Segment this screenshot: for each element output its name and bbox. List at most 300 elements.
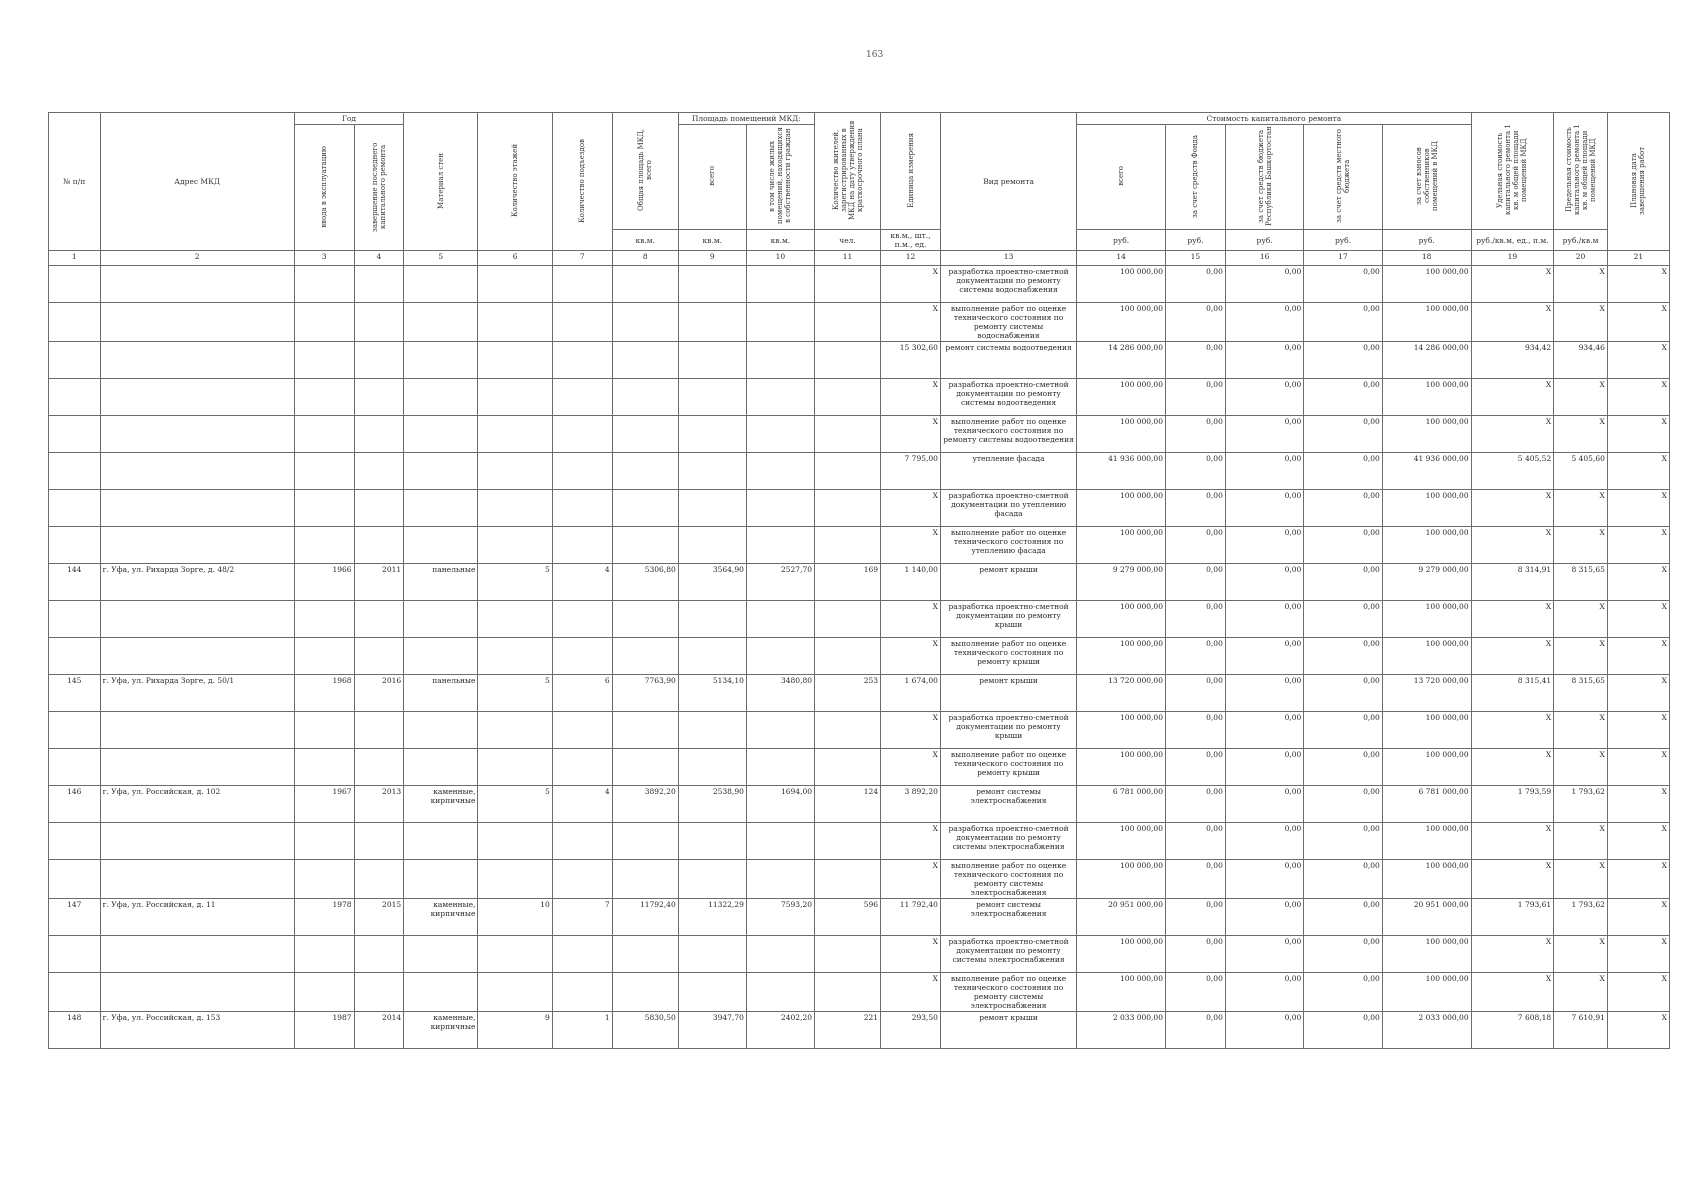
cell-total: 100 000,00 [1077, 601, 1166, 638]
cell-wall: каменные, кирпичные [404, 1012, 478, 1049]
cell-address [100, 342, 294, 379]
cell-limit: 7 610,91 [1554, 1012, 1608, 1049]
cell-num: 148 [49, 1012, 101, 1049]
cell-y1 [294, 453, 354, 490]
cell-area-res [746, 638, 814, 675]
unit-area-all: кв.м. [678, 230, 746, 251]
cell-num [49, 453, 101, 490]
cell-floors [478, 601, 552, 638]
table-row [49, 453, 1670, 490]
cell-unit: Х [881, 749, 941, 786]
cell-floors [478, 303, 552, 342]
cell-area-res [746, 453, 814, 490]
cell-num [49, 638, 101, 675]
cell-fund: 0,00 [1165, 1012, 1225, 1049]
cell-unit: Х [881, 860, 941, 899]
column-number: 3 [294, 251, 354, 266]
cell-area-all [678, 379, 746, 416]
cell-local: 0,00 [1304, 266, 1382, 303]
repair-plan-table [48, 112, 1670, 1049]
cell-local: 0,00 [1304, 416, 1382, 453]
cell-floors [478, 823, 552, 860]
cell-unit: 293,50 [881, 1012, 941, 1049]
cell-work: выполнение работ по оценке технического состояния по ремонту системы электроснабжения [940, 860, 1076, 899]
cell-area-total [612, 860, 678, 899]
cell-work: выполнение работ по оценке технического состояния по ремонту системы водоснабжения [940, 303, 1076, 342]
unit-specific: руб./кв.м, ед., п.м. [1471, 230, 1554, 251]
column-number: 11 [815, 251, 881, 266]
cell-local: 0,00 [1304, 712, 1382, 749]
table-row [49, 899, 1670, 936]
cell-num: 144 [49, 564, 101, 601]
cell-local: 0,00 [1304, 453, 1382, 490]
cell-owners: 9 279 000,00 [1382, 564, 1471, 601]
cell-unit: Х [881, 712, 941, 749]
cell-y1: 1966 [294, 564, 354, 601]
cell-limit: Х [1554, 527, 1608, 564]
cell-floors [478, 749, 552, 786]
cell-y1: 1978 [294, 899, 354, 936]
cell-entr [552, 638, 612, 675]
unit-residents: чел. [815, 230, 881, 251]
cell-limit: Х [1554, 973, 1608, 1012]
cell-wall [404, 601, 478, 638]
cell-address [100, 823, 294, 860]
cell-area-all [678, 490, 746, 527]
cell-area-total [612, 638, 678, 675]
cell-unit: Х [881, 303, 941, 342]
cell-date: Х [1607, 786, 1669, 823]
cell-address [100, 601, 294, 638]
cell-area-all [678, 860, 746, 899]
cell-work: ремонт системы водоотведения [940, 342, 1076, 379]
table-header [49, 113, 1670, 266]
table-row [49, 527, 1670, 564]
cell-work: ремонт системы электроснабжения [940, 899, 1076, 936]
cell-floors [478, 973, 552, 1012]
cell-rep: 0,00 [1225, 712, 1303, 749]
cell-residents [815, 823, 881, 860]
cell-local: 0,00 [1304, 490, 1382, 527]
cell-date: Х [1607, 1012, 1669, 1049]
cell-y2: 2014 [354, 1012, 404, 1049]
cell-spec: Х [1471, 490, 1554, 527]
cell-address [100, 638, 294, 675]
header-entrances: Количество подъездов [552, 113, 612, 251]
cell-y2: 2015 [354, 899, 404, 936]
cell-entr [552, 860, 612, 899]
cell-total: 14 286 000,00 [1077, 342, 1166, 379]
cell-local: 0,00 [1304, 601, 1382, 638]
cell-spec: Х [1471, 266, 1554, 303]
cell-residents [815, 490, 881, 527]
cell-area-res [746, 416, 814, 453]
table-row [49, 712, 1670, 749]
table-row [49, 266, 1670, 303]
cell-area-all: 3947,70 [678, 1012, 746, 1049]
cell-y2 [354, 601, 404, 638]
cell-entr [552, 749, 612, 786]
cell-limit: Х [1554, 266, 1608, 303]
cell-num [49, 973, 101, 1012]
cell-area-res: 3480,80 [746, 675, 814, 712]
cell-local: 0,00 [1304, 1012, 1382, 1049]
cell-area-res [746, 749, 814, 786]
cell-area-all [678, 638, 746, 675]
cell-local: 0,00 [1304, 675, 1382, 712]
cell-rep: 0,00 [1225, 379, 1303, 416]
cell-owners: 41 936 000,00 [1382, 453, 1471, 490]
cell-limit: 8 315,65 [1554, 564, 1608, 601]
cell-total: 100 000,00 [1077, 973, 1166, 1012]
cell-limit: Х [1554, 936, 1608, 973]
cell-fund: 0,00 [1165, 638, 1225, 675]
cell-wall [404, 303, 478, 342]
cell-local: 0,00 [1304, 342, 1382, 379]
cell-area-res: 7593,20 [746, 899, 814, 936]
cell-wall [404, 342, 478, 379]
cell-fund: 0,00 [1165, 266, 1225, 303]
cell-address [100, 936, 294, 973]
cell-y1 [294, 527, 354, 564]
cell-area-res [746, 823, 814, 860]
cell-owners: 100 000,00 [1382, 936, 1471, 973]
cell-wall [404, 453, 478, 490]
cell-address: г. Уфа, ул. Рихарда Зорге, д. 48/2 [100, 564, 294, 601]
cell-wall [404, 973, 478, 1012]
cell-wall [404, 712, 478, 749]
cell-limit: Х [1554, 823, 1608, 860]
cell-area-all [678, 749, 746, 786]
cell-rep: 0,00 [1225, 527, 1303, 564]
cell-owners: 100 000,00 [1382, 266, 1471, 303]
cell-y2: 2016 [354, 675, 404, 712]
cell-work: разработка проектно-сметной документации по ремонту системы водоснабжения [940, 266, 1076, 303]
cell-entr: 4 [552, 564, 612, 601]
cell-local: 0,00 [1304, 749, 1382, 786]
cell-y2 [354, 860, 404, 899]
table-row [49, 638, 1670, 675]
cell-work: разработка проектно-сметной документации по ремонту системы электроснабжения [940, 823, 1076, 860]
header-planned-date: Плановая дата завершения работ [1607, 113, 1669, 251]
cell-num: 146 [49, 786, 101, 823]
cell-num [49, 527, 101, 564]
cell-floors [478, 342, 552, 379]
table-row [49, 749, 1670, 786]
cell-spec: Х [1471, 936, 1554, 973]
repair-plan-table-container [48, 112, 1670, 1049]
cell-wall [404, 527, 478, 564]
cell-floors [478, 490, 552, 527]
cell-date: Х [1607, 601, 1669, 638]
column-number: 7 [552, 251, 612, 266]
header-floors: Количество этажей [478, 113, 552, 251]
header-residents: Количество жителей, зарегистрированных в МКД на дату утверждения краткосрочного плана [815, 113, 881, 230]
table-row [49, 416, 1670, 453]
cell-residents [815, 973, 881, 1012]
cell-y1 [294, 416, 354, 453]
cell-area-total [612, 712, 678, 749]
cell-owners: 100 000,00 [1382, 303, 1471, 342]
cell-y2 [354, 823, 404, 860]
column-number: 13 [940, 251, 1076, 266]
cell-entr: 7 [552, 899, 612, 936]
cell-spec: 1 793,59 [1471, 786, 1554, 823]
cell-owners: 100 000,00 [1382, 527, 1471, 564]
cell-unit: Х [881, 823, 941, 860]
cell-limit: Х [1554, 601, 1608, 638]
column-number: 5 [404, 251, 478, 266]
table-row [49, 1012, 1670, 1049]
cell-local: 0,00 [1304, 860, 1382, 899]
cell-limit: 1 793,62 [1554, 899, 1608, 936]
cell-unit: Х [881, 379, 941, 416]
table-row [49, 786, 1670, 823]
cell-date: Х [1607, 379, 1669, 416]
cell-address [100, 973, 294, 1012]
cell-y1 [294, 860, 354, 899]
cell-total: 100 000,00 [1077, 416, 1166, 453]
cell-entr: 4 [552, 786, 612, 823]
header-unit: Единица измерения [881, 113, 941, 230]
cell-wall: каменные, кирпичные [404, 786, 478, 823]
cell-date: Х [1607, 712, 1669, 749]
header-area-total: всего [678, 125, 746, 230]
cell-spec: 1 793,61 [1471, 899, 1554, 936]
cell-owners: 100 000,00 [1382, 860, 1471, 899]
table-row [49, 936, 1670, 973]
cell-local: 0,00 [1304, 303, 1382, 342]
unit-area-res: кв.м. [746, 230, 814, 251]
cell-owners: 6 781 000,00 [1382, 786, 1471, 823]
cell-area-all [678, 266, 746, 303]
header-area-group: Площадь помещений МКД: [678, 113, 814, 125]
cell-unit: Х [881, 490, 941, 527]
cell-residents: 221 [815, 1012, 881, 1049]
cell-entr: 1 [552, 1012, 612, 1049]
header-work-type: Вид ремонта [940, 113, 1076, 251]
cell-wall [404, 379, 478, 416]
cell-date: Х [1607, 860, 1669, 899]
cell-y2 [354, 712, 404, 749]
cell-num: 145 [49, 675, 101, 712]
cell-spec: 5 405,52 [1471, 453, 1554, 490]
cell-unit: Х [881, 936, 941, 973]
column-number: 16 [1225, 251, 1303, 266]
cell-spec: Х [1471, 416, 1554, 453]
cell-owners: 100 000,00 [1382, 973, 1471, 1012]
cell-rep: 0,00 [1225, 675, 1303, 712]
cell-unit: 15 302,60 [881, 342, 941, 379]
cell-unit: 1 674,00 [881, 675, 941, 712]
header-cost-total: всего [1077, 125, 1166, 230]
cell-date: Х [1607, 899, 1669, 936]
cell-y2 [354, 303, 404, 342]
cell-floors [478, 712, 552, 749]
cell-total: 2 033 000,00 [1077, 1012, 1166, 1049]
cell-rep: 0,00 [1225, 303, 1303, 342]
cell-entr [552, 712, 612, 749]
cell-residents [815, 266, 881, 303]
column-number: 4 [354, 251, 404, 266]
cell-fund: 0,00 [1165, 416, 1225, 453]
cell-unit: Х [881, 973, 941, 1012]
cell-fund: 0,00 [1165, 342, 1225, 379]
cell-work: разработка проектно-сметной документации по ремонту крыши [940, 601, 1076, 638]
cell-limit: Х [1554, 490, 1608, 527]
cell-total: 100 000,00 [1077, 823, 1166, 860]
cell-y2 [354, 527, 404, 564]
cell-limit: Х [1554, 303, 1608, 342]
cell-work: разработка проектно-сметной документации по утеплению фасада [940, 490, 1076, 527]
cell-rep: 0,00 [1225, 786, 1303, 823]
cell-unit: Х [881, 266, 941, 303]
cell-num: 147 [49, 899, 101, 936]
header-cost-owners: за счет взносов собственников помещений в МКД [1382, 125, 1471, 230]
column-number: 14 [1077, 251, 1166, 266]
cell-work: выполнение работ по оценке технического состояния по ремонту крыши [940, 749, 1076, 786]
cell-floors [478, 453, 552, 490]
cell-date: Х [1607, 266, 1669, 303]
cell-y2 [354, 266, 404, 303]
cell-work: выполнение работ по оценке технического состояния по ремонту крыши [940, 638, 1076, 675]
cell-area-res: 2402,20 [746, 1012, 814, 1049]
cell-rep: 0,00 [1225, 601, 1303, 638]
cell-limit: Х [1554, 638, 1608, 675]
cell-wall [404, 860, 478, 899]
column-number: 1 [49, 251, 101, 266]
cell-area-total: 5830,50 [612, 1012, 678, 1049]
header-year-last-repair: завершение последнего капитального ремонта [354, 125, 404, 251]
cell-local: 0,00 [1304, 527, 1382, 564]
cell-limit: Х [1554, 712, 1608, 749]
cell-date: Х [1607, 303, 1669, 342]
cell-y1 [294, 749, 354, 786]
cell-y1 [294, 823, 354, 860]
cell-rep: 0,00 [1225, 860, 1303, 899]
cell-limit: 1 793,62 [1554, 786, 1608, 823]
cell-num [49, 266, 101, 303]
cell-date: Х [1607, 675, 1669, 712]
cell-address: г. Уфа, ул. Российская, д. 102 [100, 786, 294, 823]
cell-rep: 0,00 [1225, 973, 1303, 1012]
cell-spec: 7 608,18 [1471, 1012, 1554, 1049]
cell-floors: 5 [478, 786, 552, 823]
cell-area-total: 7763,90 [612, 675, 678, 712]
cell-floors: 5 [478, 675, 552, 712]
cell-spec: Х [1471, 601, 1554, 638]
cell-local: 0,00 [1304, 379, 1382, 416]
cell-area-res [746, 266, 814, 303]
cell-address [100, 416, 294, 453]
cell-address [100, 303, 294, 342]
cell-y2 [354, 453, 404, 490]
cell-address [100, 379, 294, 416]
cell-area-res [746, 379, 814, 416]
table-row [49, 675, 1670, 712]
cell-area-res [746, 860, 814, 899]
cell-spec: 8 314,91 [1471, 564, 1554, 601]
cell-owners: 100 000,00 [1382, 490, 1471, 527]
cell-y2 [354, 490, 404, 527]
column-number: 21 [1607, 251, 1669, 266]
cell-fund: 0,00 [1165, 973, 1225, 1012]
column-number: 15 [1165, 251, 1225, 266]
cell-y1 [294, 973, 354, 1012]
header-limit-cost: Предельная стоимость капитального ремонта 1 кв. м общей площади помещений МКД [1554, 113, 1608, 230]
header-cost-republic: за счет средств бюджета Республики Башкортостан [1225, 125, 1303, 230]
cell-work: выполнение работ по оценке технического состояния по ремонту системы водоотведения [940, 416, 1076, 453]
cell-floors [478, 638, 552, 675]
column-number: 8 [612, 251, 678, 266]
cell-spec: Х [1471, 638, 1554, 675]
cell-spec: Х [1471, 527, 1554, 564]
cell-address: г. Уфа, ул. Российская, д. 11 [100, 899, 294, 936]
cell-work: выполнение работ по оценке технического состояния по ремонту системы электроснабжения [940, 973, 1076, 1012]
cell-date: Х [1607, 490, 1669, 527]
cell-area-total [612, 490, 678, 527]
cell-total: 100 000,00 [1077, 712, 1166, 749]
cell-area-total [612, 266, 678, 303]
cell-y1 [294, 936, 354, 973]
table-row [49, 973, 1670, 1012]
cell-spec: Х [1471, 712, 1554, 749]
cell-y2 [354, 973, 404, 1012]
cell-y1 [294, 638, 354, 675]
cell-entr [552, 266, 612, 303]
cell-area-all [678, 601, 746, 638]
table-row [49, 860, 1670, 899]
cell-area-total [612, 342, 678, 379]
cell-date: Х [1607, 973, 1669, 1012]
cell-local: 0,00 [1304, 936, 1382, 973]
cell-floors: 5 [478, 564, 552, 601]
cell-residents [815, 453, 881, 490]
cell-unit: 1 140,00 [881, 564, 941, 601]
cell-y1 [294, 342, 354, 379]
cell-fund: 0,00 [1165, 379, 1225, 416]
cell-floors [478, 416, 552, 453]
table-row [49, 342, 1670, 379]
cell-y1 [294, 303, 354, 342]
cell-residents [815, 342, 881, 379]
column-number: 20 [1554, 251, 1608, 266]
cell-limit: 8 315,65 [1554, 675, 1608, 712]
cell-area-res [746, 601, 814, 638]
unit-measure: кв.м., шт., п.м., ед. [881, 230, 941, 251]
cell-area-total [612, 973, 678, 1012]
cell-entr [552, 527, 612, 564]
cell-entr [552, 490, 612, 527]
cell-rep: 0,00 [1225, 936, 1303, 973]
cell-owners: 14 286 000,00 [1382, 342, 1471, 379]
cell-area-all [678, 342, 746, 379]
cell-total: 100 000,00 [1077, 936, 1166, 973]
unit-limit: руб./кв.м [1554, 230, 1608, 251]
cell-limit: 934,46 [1554, 342, 1608, 379]
cell-wall [404, 638, 478, 675]
cell-y2 [354, 379, 404, 416]
cell-fund: 0,00 [1165, 564, 1225, 601]
cell-spec: 8 315,41 [1471, 675, 1554, 712]
cell-area-all [678, 936, 746, 973]
header-cost-local: за счет средств местного бюджета [1304, 125, 1382, 230]
cell-y1: 1968 [294, 675, 354, 712]
cell-y1 [294, 712, 354, 749]
cell-local: 0,00 [1304, 638, 1382, 675]
cell-spec: Х [1471, 749, 1554, 786]
cell-y2: 2011 [354, 564, 404, 601]
